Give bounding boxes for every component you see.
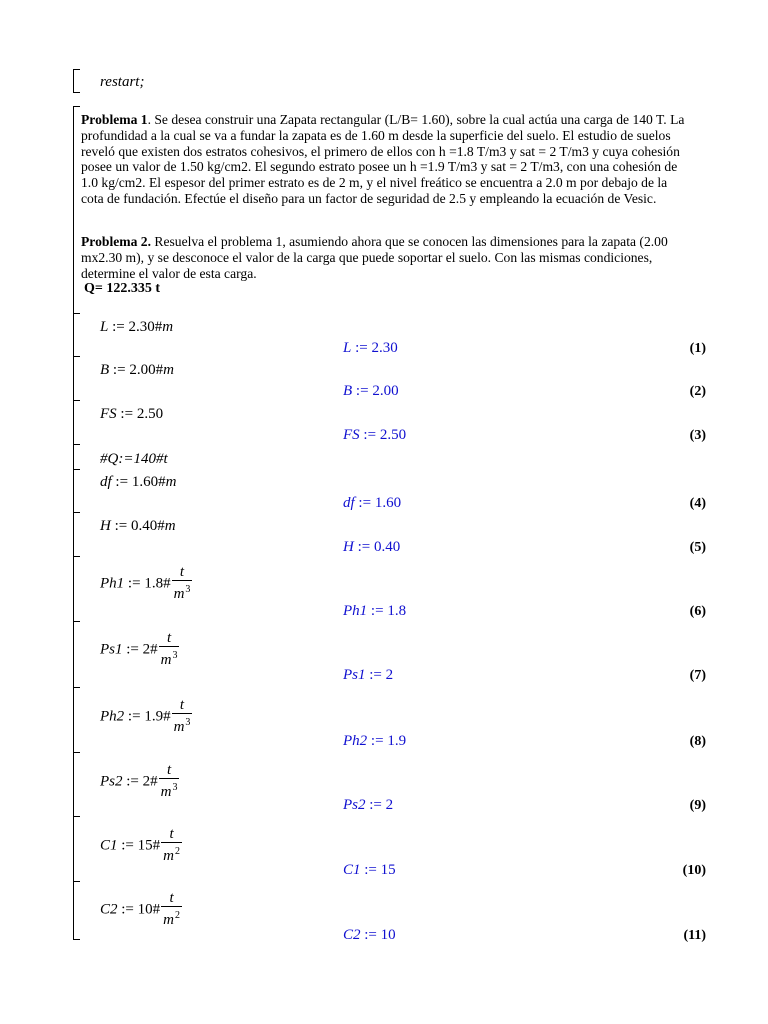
equation-label: (5) <box>689 540 706 555</box>
restart-command[interactable]: restart; <box>100 74 145 90</box>
group-separator <box>73 469 80 470</box>
group-bracket[interactable] <box>73 106 74 940</box>
problem-1-body: . Se desea construir una Zapata rectangular (L/B= 1.60), sobre la cual actúa una carga de 140 T. La profundidad a la cual se va a fundar la zapata es de 1.60 m desde la superficie del suelo. El estudio de suelos reveló que existen dos estratos cohesivos, el primero de ellos con h =1.8 T/m3 y sat = 2 T/m3 y cuya cohesión posee un valor de 1.50 kg/cm2. El segundo estrato posee un h =1.9 T/m3 y sat = 2 T/m3, con una cohesión de 1.0 kg/cm2. El espesor del primer estrato es de 2 m, y el nivel freático se encuentra a 2.0 m por debajo de la cota de fundación. Efectúe el diseño para un factor de seguridad de 2.5 y empleando la ecuación de Vesic. <box>81 112 685 206</box>
problem-2-title: Problema 2. <box>81 234 151 249</box>
equation-label: (6) <box>689 604 706 619</box>
equation-label: (9) <box>689 798 706 813</box>
equation-label: (2) <box>689 384 706 399</box>
unit-fraction: $\frac{t}{m^3}$ <box>160 630 178 668</box>
group-separator <box>73 687 80 688</box>
group-separator <box>73 816 80 817</box>
output-Ph2: Ph2 := 1.9 <box>343 733 407 749</box>
output-H: H := 0.40 <box>343 539 401 555</box>
group-separator <box>73 752 80 753</box>
output-L: L := 2.30 <box>343 340 398 356</box>
input-Ph1[interactable]: Ph1 := 1.8# $\frac{t}{m^3}$ <box>100 564 191 602</box>
group-separator <box>73 621 80 622</box>
problem-1-title: Problema 1 <box>81 112 148 127</box>
output-C1: C1 := 15 <box>343 862 396 878</box>
output-FS: FS := 2.50 <box>343 427 407 443</box>
group-separator <box>73 313 80 314</box>
group-separator <box>73 556 80 557</box>
group-separator <box>73 881 80 882</box>
group-separator <box>73 444 80 445</box>
unit-fraction: $\frac{t}{m^2}$ <box>163 890 180 928</box>
comment-Q[interactable]: #Q:=140#t <box>100 451 168 467</box>
group-separator <box>73 512 80 513</box>
unit-fraction: $\frac{t}{m^2}$ <box>163 826 180 864</box>
equation-label: (4) <box>689 496 706 511</box>
input-df[interactable]: df := 1.60#m <box>100 474 177 490</box>
group-bracket[interactable] <box>73 69 74 93</box>
input-H[interactable]: H := 0.40#m <box>100 518 176 534</box>
equation-label: (7) <box>689 668 706 683</box>
input-L[interactable]: L := 2.30#m <box>100 319 174 335</box>
input-C2[interactable]: C2 := 10# $\frac{t}{m^2}$ <box>100 890 180 928</box>
output-B: B := 2.00 <box>343 383 399 399</box>
equation-label: (11) <box>683 928 706 943</box>
group-separator <box>73 400 80 401</box>
equation-label: (10) <box>682 863 706 878</box>
problem-2-body: Resuelva el problema 1, asumiendo ahora que se conocen las dimensiones para la zapata (2.00 mx2.30 m), y se desconoce el valor de la carga que puede soportar el suelo. Con las mismas condiciones, determine el valor de esta carga. <box>81 234 668 281</box>
unit-fraction: $\frac{t}{m^3}$ <box>173 697 191 735</box>
output-Ph1: Ph1 := 1.8 <box>343 603 407 619</box>
group-separator <box>73 356 80 357</box>
input-C1[interactable]: C1 := 15# $\frac{t}{m^2}$ <box>100 826 180 864</box>
input-FS[interactable]: FS := 2.50 <box>100 406 164 422</box>
output-C2: C2 := 10 <box>343 927 396 943</box>
output-df: df := 1.60 <box>343 495 402 511</box>
output-Ps1: Ps1 := 2 <box>343 667 394 683</box>
unit-fraction: $\frac{t}{m^3}$ <box>173 564 191 602</box>
input-Ps2[interactable]: Ps2 := 2# $\frac{t}{m^3}$ <box>100 762 178 800</box>
input-B[interactable]: B := 2.00#m <box>100 362 174 378</box>
equation-label: (3) <box>689 428 706 443</box>
problem-2-text <box>81 234 691 281</box>
input-Ps1[interactable]: Ps1 := 2# $\frac{t}{m^3}$ <box>100 630 178 668</box>
equation-label: (1) <box>689 341 706 356</box>
input-Ph2[interactable]: Ph2 := 1.9# $\frac{t}{m^3}$ <box>100 697 191 735</box>
q-result: Q= 122.335 t <box>84 281 161 296</box>
output-Ps2: Ps2 := 2 <box>343 797 394 813</box>
equation-label: (8) <box>689 734 706 749</box>
problem-1-text <box>81 112 691 207</box>
unit-fraction: $\frac{t}{m^3}$ <box>160 762 178 800</box>
